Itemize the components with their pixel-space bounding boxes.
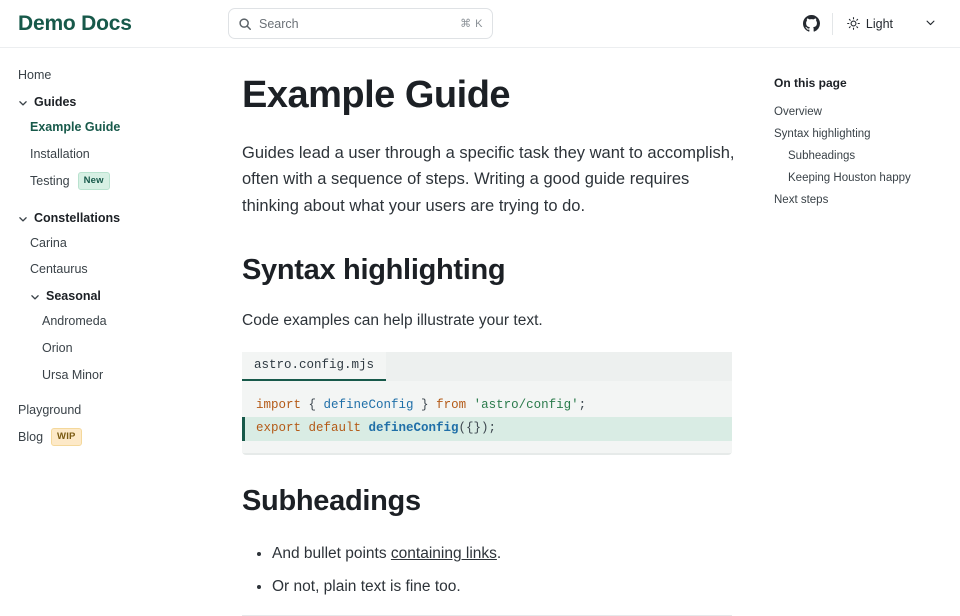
theme-label: Light xyxy=(865,16,893,31)
heading-subheadings: Subheadings xyxy=(242,485,421,518)
code-token-export: export xyxy=(256,421,302,436)
list-item-text-before: Or not, plain text is fine too. xyxy=(272,577,461,595)
chevron-down-icon xyxy=(30,291,40,301)
code-body xyxy=(242,381,732,454)
toc-title: On this page xyxy=(774,76,847,90)
bullet-list xyxy=(242,540,744,601)
code-token-from: from xyxy=(436,397,467,412)
sidebar-item-home[interactable]: Home xyxy=(18,68,52,82)
sidebar-group-label: Guides xyxy=(34,94,77,109)
status-badge-wip: WIP xyxy=(51,428,82,446)
list-item-text-before: And bullet points xyxy=(272,545,391,563)
toc-item-next-steps[interactable]: Next steps xyxy=(774,194,829,207)
search-shortcut-hint: ⌘ K xyxy=(460,18,483,30)
theme-select[interactable] xyxy=(833,17,942,31)
inline-link[interactable]: containing links xyxy=(390,545,497,563)
code-line-1 xyxy=(242,394,732,418)
heading-syntax-highlighting: Syntax highlighting xyxy=(242,253,506,286)
chevron-down-icon xyxy=(18,213,28,223)
sidebar-item-ursa-minor[interactable]: Ursa Minor xyxy=(42,368,104,382)
github-icon[interactable] xyxy=(791,15,832,32)
page-title: Example Guide xyxy=(242,74,511,116)
search-placeholder: Search xyxy=(259,16,299,31)
page-body xyxy=(0,48,960,595)
code-line-2-highlighted xyxy=(242,417,732,441)
code-token-fn: defineConfig xyxy=(368,421,459,436)
list-item-text-after: . xyxy=(496,545,502,563)
table-of-contents xyxy=(774,48,960,540)
site-header xyxy=(0,0,960,48)
sidebar-group-seasonal[interactable] xyxy=(30,283,214,308)
sidebar-item-blog-row[interactable] xyxy=(18,424,214,451)
code-token-string: 'astro/config' xyxy=(466,397,579,412)
header-actions xyxy=(791,13,942,35)
search-input[interactable] xyxy=(228,8,493,39)
code-tab-bar xyxy=(242,352,732,381)
sidebar-item-orion[interactable]: Orion xyxy=(42,341,73,356)
search-icon xyxy=(238,17,252,31)
code-token-brace-close: } xyxy=(413,397,437,412)
toc-item-syntax-highlighting[interactable]: Syntax highlighting xyxy=(774,128,871,141)
sidebar-item-centaurus[interactable]: Centaurus xyxy=(30,262,88,277)
code-token-call: ({}); xyxy=(458,421,497,436)
sidebar-item-andromeda[interactable]: Andromeda xyxy=(42,314,107,329)
code-token-semicolon: ; xyxy=(578,397,587,412)
sidebar-nav xyxy=(0,48,228,540)
sidebar-group-guides[interactable] xyxy=(18,89,214,114)
toc-item-keeping-houston-happy[interactable]: Keeping Houston happy xyxy=(788,172,911,185)
sidebar-item-testing[interactable]: Testing xyxy=(30,173,70,188)
intro-paragraph: Guides lead a user through a specific task they want to accomplish, often with a sequence of steps. Writing a good guide requires thinking about what your users are trying to do. xyxy=(242,143,735,216)
site-title[interactable]: Demo Docs xyxy=(18,11,132,35)
sidebar-group-constellations-items xyxy=(18,230,214,389)
sun-icon xyxy=(847,17,860,30)
code-block xyxy=(242,352,732,456)
sidebar-group-guides-items xyxy=(18,114,214,195)
code-token-brace-open: { xyxy=(301,397,324,412)
code-token-import: import xyxy=(256,397,302,412)
list-item xyxy=(272,540,744,569)
sidebar-group-label: Seasonal xyxy=(46,289,101,304)
sidebar-item-carina[interactable]: Carina xyxy=(30,235,67,250)
main-content xyxy=(228,48,774,595)
toc-item-subheadings[interactable]: Subheadings xyxy=(788,150,856,163)
syntax-paragraph: Code examples can help illustrate your text. xyxy=(242,311,543,329)
code-token-fn: defineConfig xyxy=(323,397,414,412)
code-tab-astro-config[interactable]: astro.config.mjs xyxy=(242,352,386,381)
sidebar-item-installation[interactable]: Installation xyxy=(30,146,90,161)
sidebar-item-testing-row[interactable] xyxy=(30,168,214,195)
sidebar-item-example-guide[interactable]: Example Guide xyxy=(30,119,121,134)
chevron-down-icon xyxy=(18,97,28,107)
code-token-default: default xyxy=(301,421,369,436)
sidebar-group-constellations[interactable] xyxy=(18,205,214,230)
sidebar-item-blog[interactable]: Blog xyxy=(18,429,44,444)
status-badge-new: New xyxy=(78,172,110,190)
list-item xyxy=(272,573,744,602)
chevron-down-icon xyxy=(925,17,936,31)
toc-item-overview[interactable]: Overview xyxy=(774,106,822,118)
sidebar-group-label: Constellations xyxy=(34,210,121,225)
sidebar-item-playground[interactable]: Playground xyxy=(18,402,82,417)
sidebar-group-seasonal-items xyxy=(30,308,214,389)
